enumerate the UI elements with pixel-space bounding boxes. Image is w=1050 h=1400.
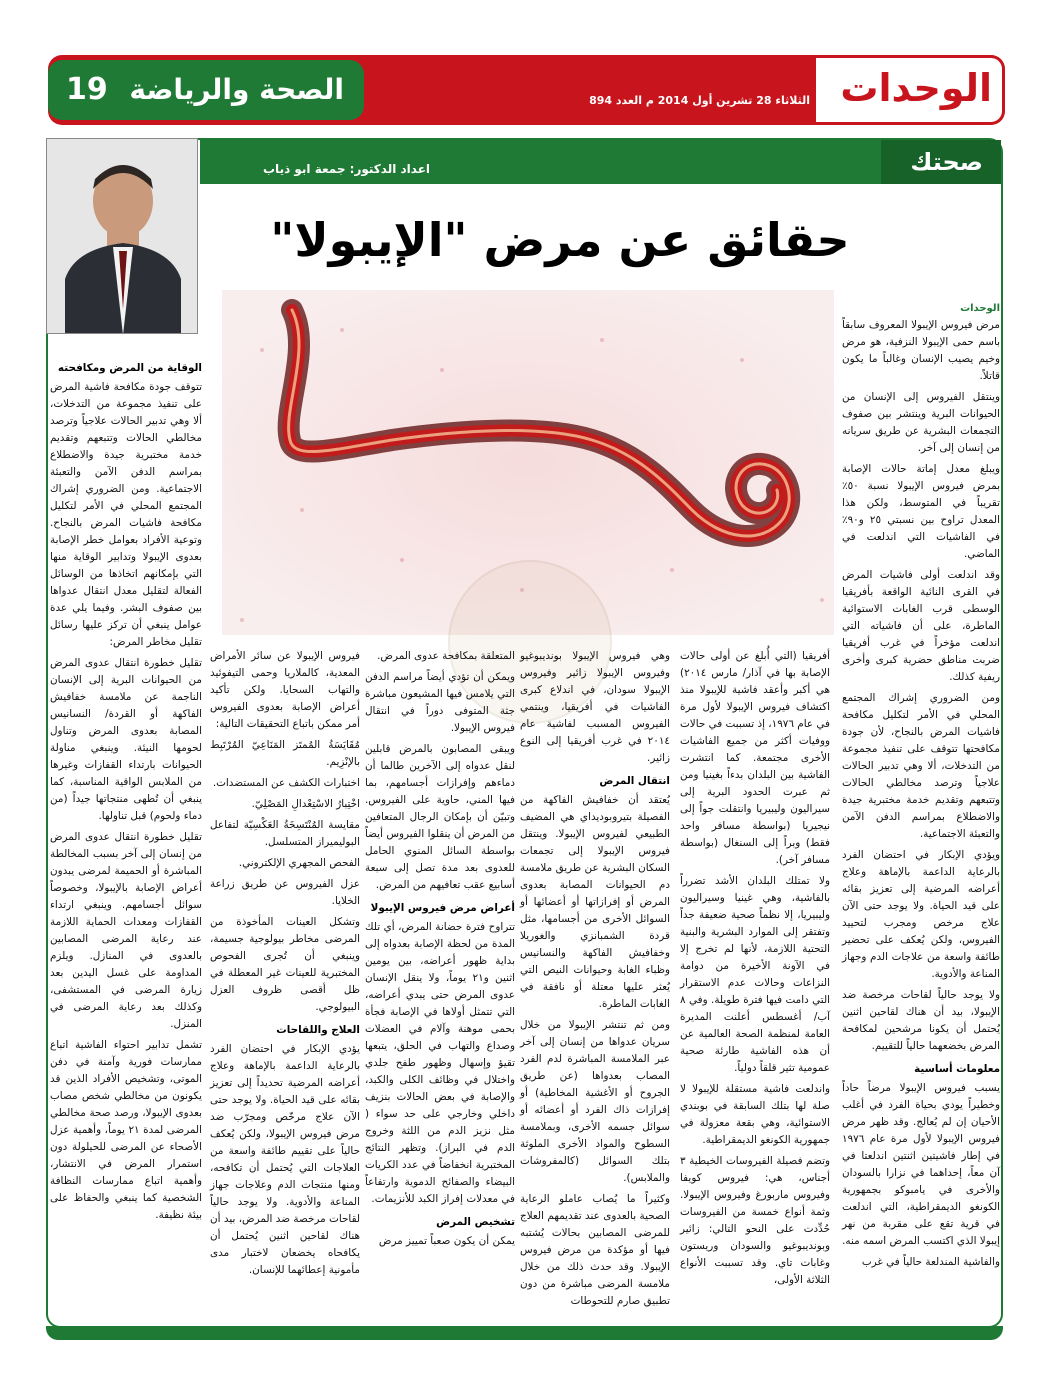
paragraph: مرض فيروس الإيبولا المعروف سابقاً باسم حمى الإيبولا النزفية، هو مرض وخيم يصيب الإنسان وغالباً ما يكون قاتلاً.: [842, 319, 1000, 382]
article-column-4: [365, 648, 515, 1328]
article-column-left: [50, 354, 202, 1322]
subheading: أعراض مرض فيروس الإيبولا: [370, 902, 515, 914]
section-badge: [48, 60, 364, 120]
paragraph: وهي فيروس الإيبولا بونديبوغيو وفيروس الإيبولا زائير وفيروس الإيبولا سودان، في اندلاع كبرى الفاشيات في أفريقيا، وينتمي الفيروس المسبب لفاشية عام ٢٠١٤ في غرب أفريقيا إلى النوع زائير.: [520, 650, 670, 764]
paragraph: أفريقيا (التي أُبلغ عن أولى حالات الإصابة بها في آذار/ مارس ٢٠١٤) هي أكبر وأعقد فاشية للإيبولا منذ اكتشاف فيروس الإيبولا لأول مرة في عام ١٩٧٦، إذ تسببت في حالات ووفيات أكثر من جميع الفاشيات الأخرى مجتمعة. كما انتشرت الفاشية بين البلدان بدءاً بغينيا ومن ثم عبرت الحدود البرية إلى سيراليون وليبيريا وانتقلت جواً إلى نيجيريا (بواسطة مسافر واحد فقط) وبراً إلى السنغال (بواسطة مسافر آخر).: [679, 650, 830, 866]
source-tag: الوحدات: [960, 303, 1000, 314]
paragraph: يُعتقد أن خفافيش الفاكهة من الفصيلة بتيروبوديداي هي المضيف الطبيعي لفيروس الإيبولا. وينتقل فيروس الإيبولا إلى تجمعات السكان البشرية عن طريق ملامسة دم الحيوانات المصابة بعدوى المرض أو إفرازاتها أو أعضائها أو السوائل الأخرى من أجسامها، مثل قردة الشمبانزي والغوريلا وخفافيش الفاكهة والنسانيس وظباء الغابة وحيوانات النيص التي يُعثر عليها معتلة أو نافقة في الغابات الماطرة.: [520, 794, 670, 1010]
author-photo-illustration: [46, 139, 197, 334]
page-number: 19: [66, 72, 108, 107]
author-photo: [46, 138, 198, 334]
author-line: اعداد الدكتور: جمعة ابو ذياب: [263, 162, 430, 176]
paragraph: تقليل خطورة انتقال عدوى المرض من الحيوانات البرية إلى الإنسان الناجمة عن ملامسة خفافيش الفاكهة أو القردة/ النسانيس المصابة بعدوى المرض وتناول لحومها النيئة. وينبغي مناولة الحيوانات بارتداء القفازات وغيرها من الملابس الواقية المناسبة، كما ينبغي أن تُطهى منتجاتها جيداً (من دماء ولحوم) قبل تناولها.: [50, 657, 202, 822]
paragraph: وتشكل العينات المأخوذة من المرضى مخاطر بيولوجية جسيمة، وينبغي أن تُجرى الفحوص المختبرية للعينات غير المعطلة في ظل أقصى ظروف العزل البيولوجي.: [210, 916, 360, 1013]
list-item: الفحص المجهري الإلكتروني.: [238, 857, 360, 869]
paragraph: يمكن أن يكون صعباً تمييز مرض: [378, 1235, 515, 1247]
paragraph: تتوقف جودة مكافحة فاشية المرض على تنفيذ مجموعة من التدخلات، ألا وهي تدبير الحالات علاجياً وترصد مخالطي الحالات وتتبعهم وتقديم خدمة مختبرية جيدة والاضطلاع بمراسم الدفن الآمن والتعبئة الاجتماعية. ومن الضروري إشراك المجتمع المحلي في الأمر لتكليل مكافحة فاشيات المرض بالنجاح. وتوعية الأفراد بعوامل خطر الإصابة بعدوى الإيبولا وتدابير الوقاية منها التي بإمكانهم اتخاذها من الوسائل الفعالة لتقليل معدل انتقال عدواها بين صفوف البشر. وفيما يلي عدة عوامل ينبغي أن تركز عليها رسائل تقليل مخاطر المرض:: [50, 381, 202, 648]
paragraph: تقليل خطورة انتقال عدوى المرض من إنسان إلى آخر بسبب المخالطة المباشرة أو الحميمة لمرضى يبدون أعراض الإصابة بالإيبولا، وخصوصاً سوائل أجسامهم. وينبغي ارتداء القفازات ومعدات الحماية اللازمة عند رعاية المرضى المصابين بالعدوى في المنازل. ويلزم المداومة على غسل اليدين بعد زيارة المرضى في المستشفى، وكذلك بعد رعاية المرضى في المنزل.: [50, 831, 202, 1030]
footer-band: [46, 1326, 1003, 1340]
list-item: عزل الفيروس عن طريق زراعة الخلايا.: [210, 878, 360, 907]
list-item: اختبارات الكشف عن المستضدات.: [212, 777, 360, 789]
paragraph: ومن ثم تنتشر الإيبولا من خلال سريان عدواها من إنسان إلى آخر عبر الملامسة المباشرة لدم الفرد المصاب بعدواها (عن طريق الجروح أو الأغشية المخاطية) أو إفرازات ذاك الفرد أو أعضائه أو سوائل جسمه الأخرى، وبملامسة السطوح والمواد الأخرى الملوثة بتلك السوائل (كالمفروشات والملابس).: [520, 1019, 670, 1184]
paragraph: ويبقى المصابون بالمرض قابلين لنقل عدواه إلى الآخرين طالما أن دماءهم وإفرازات أجسامهم، بما فيها المني، حاوية على الفيروس. وتبيّن أن بإمكان الرجال المتعافين من المرض أن ينقلوا الفيروس أيضاً بواسطة السائل المنوي الحامل للعدوى بعد مدة تصل إلى سبعة أسابيع عقب تعافيهم من المرض.: [365, 743, 515, 891]
subheading: الوقاية من المرض ومكافحته: [57, 362, 202, 374]
paragraph: يؤدي الإبكار في احتضان الفرد بالرعاية الداعمة بالإماهة وعلاج أعراضه المرضية تحديداً إلى تعزيز بقائه على قيد الحياة. ولا يوجد حتى الآن علاج مرخّص ومجرّب ضد مرض فيروس الإيبولا، ولكن يُعكف حالياً على تقييم طائفة واسعة من العلاجات التي يُحتمل أن تكافحه، ومنها منتجات الدم وعلاجات جهاز المناعة والأدوية. ولا يوجد حالياً لقاحات مرخصة ضد المرض، بيد أن هناك لقاحين اثنين يُحتمل أن يكافحاه يخضعان لاختبار مدى مأمونية إعطائهما للإنسان.: [210, 1043, 360, 1276]
paragraph: وكثيراً ما يُصاب عاملو الرعاية الصحية بالعدوى عند تقديمهم العلاج للمرضى المصابين بحالات يُشتبه فيها أو مؤكدة من مرض فيروس الإيبولا. وقد حدث ذلك من خلال ملامسة المرضى مباشرة من دون تطبيق صارم للتحوطات: [520, 1193, 670, 1307]
paragraph: ويبلغ معدل إماتة حالات الإصابة بمرض فيروس الإيبولا نسبة ٥٠٪ تقريباً في المتوسط، ولكن هذا المعدل تراوح بين نسبتي ٢٥ و٩٠٪ في الفاشيات التي اندلعت في الماضي.: [842, 463, 1000, 560]
paragraph: واندلعت فاشية مستقلة للإيبولا لا صلة لها بتلك السابقة في بوبندي الاستوائية، وهي بقعة معزولة في جمهورية الكونغو الديمقراطية.: [680, 1083, 830, 1146]
subheading: انتقال المرض: [599, 775, 670, 787]
paragraph: ويؤدي الإبكار في احتضان الفرد بالرعاية الداعمة بالإماهة وعلاج أعراضه المرضية إلى تعزيز بقائه على قيد الحياة. ولا يوجد حتى الآن علاج مرخص ومجرب لتحييد الفيروس، ولكن يُعكف على تحضير طائفة واسعة من علاجات الدم وجهاز المناعة والأدوية.: [842, 849, 1000, 980]
paragraph: ومن الضروري إشراك المجتمع المحلي في الأمر لتكليل مكافحة فاشيات المرض بالنجاح، لأن جودة مكافحتها تتوقف على تنفيذ مجموعة من التدخلات، ألا وهي تدبير الحالات علاجياً وترصد مخالطي الحالات وتتبعهم وتقديم خدمة مختبرية جيدة والاضطلاع بمراسم الدفن الآمن والتعبئة الاجتماعية.: [842, 692, 1000, 840]
subheading: تشخيص المرض: [436, 1216, 515, 1228]
paragraph: وتضم فصيلة الفيروسات الخيطية ٣ أجناس، هي: فيروس كويفا وفيروس ماربورغ وفيروس الإيبولا. وثمة أنواع خمسة من الفيروسات حُدِّدت على النحو التالي: زائير وبونديبوغيو والسودان وريستون وغابات تاي. وقد تسببت الأنواع الثلاثة الأولى،: [680, 1155, 830, 1286]
list-item: مقايسة المُنْتَسِخَةُ العَكْسِيّة لتفاعل البوليميراز المتسلسل.: [210, 819, 360, 848]
health-title: صحتك: [910, 148, 983, 176]
paragraph: ويمكن أن تؤدي أيضاً مراسم الدفن التي يلامس فيها المشيعون مباشرة جثة المتوفى دوراً في انتقال فيروس الإيبولا.: [365, 671, 515, 734]
subheading: معلومات أساسية: [914, 1063, 1000, 1075]
paragraph: ولا تمتلك البلدان الأشد تضرراً بالفاشية، وهي غينيا وسيراليون وليبيريا، إلا نظماً صحية ضعيفة جداً وتفتقر إلى الموارد البشرية والبنية التحتية اللازمة، لأنها لم تخرج إلا في الآونة الأخيرة من دوامة النزاعات وحالات عدم الاستقرار التي دامت فيها فترة طويلة. وفي ٨ آب/ أغسطس أعلنت المديرة العامة لمنظمة الصحة العالمية عن أن هذه الفاشية طارئة صحية عمومية تثير قلقاً دولياً.: [680, 875, 830, 1074]
paragraph: تشمل تدابير احتواء الفاشية اتباع ممارسات فورية وآمنة في دفن الموتى، وتشخيص الأفراد الذين قد يكونون من مخالطي شخص مصاب بعدوى الإيبولا، ورصد صحة مخالطي المرضى لمدة ٢١ يوماً، وأهمية عزل الأصحاء عن المرضى للحيلولة دون استمرار المرض في الانتشار، وأهمية اتباع ممارسات النظافة الشخصية كما ينبغي والحفاظ على بيئة نظيفة.: [50, 1039, 202, 1221]
article-column-right: [842, 300, 1000, 1322]
article-headline: حقائق عن مرض "الإيبولا": [270, 213, 850, 267]
section-title: الصحة والرياضة: [129, 73, 344, 106]
list-item: اخْتِبارُ الاسْتِعْدالِ المَصْلِيّ.: [251, 798, 360, 810]
paragraph: وقد اندلعت أولى فاشيات المرض في القرى النائية الواقعة بأفريقيا الوسطى قرب الغابات الاستوائية الماطرة، على أن فاشياته التي اندلعت مؤخراً في غرب أفريقيا ضربت مناطق حضرية كبرى وأخرى ريفية كذلك.: [842, 569, 1000, 683]
article-column-5: [210, 648, 360, 1328]
paragraph: المتعلقة بمكافحة عدوى المرض.: [377, 650, 515, 662]
paragraph: يسبب فيروس الإيبولا مرضاً حاداً وخطيراً يودي بحياة الفرد في أغلب الأحيان إن لم يُعالج. وقد ظهر مرض فيروس الإيبولا لأول مرة عام ١٩٧٦ في إطار فاشيتين اثنتين اندلعتا في آن معاً، إحداهما في نزارا بالسودان والأخرى في يامبوكو بجمهورية الكونغو الديمقراطية، التي اندلعت في قرية تقع على مقربة من نهر إيبولا الذي اكتسب المرض اسمه منه.: [842, 1082, 1000, 1247]
paragraph: ولا يوجد حالياً لقاحات مرخصة ضد الإيبولا، بيد أن هناك لقاحين اثنين يُحتمل أن يكونا مرشحين لمكافحة المرض بخضعهما حالياً للتقييم.: [842, 989, 1000, 1052]
list-item: مُقَايَسَةُ المُمتَز المَنَاعِيّ المُرْتَبِط بالإنْزِيم.: [210, 739, 360, 768]
subheading: العلاج واللقاحات: [276, 1024, 360, 1036]
issue-line: الثلاثاء 28 تشرين أول 2014 م العدد 894: [589, 94, 810, 107]
article-column-2: [680, 648, 830, 1328]
newspaper-logo: الوحدات: [840, 66, 992, 110]
paragraph: وينتقل الفيروس إلى الإنسان من الحيوانات البرية وينتشر بين صفوف التجمعات البشرية عن طريق سريانه من إنسان إلى آخر.: [842, 391, 1000, 454]
paragraph: تتراوح فترة حضانة المرض، أي تلك المدة من لحظة الإصابة بعدواه إلى بداية ظهور أعراضه، بين يومين اثنين و٢١ يوماً، ولا ينقل الإنسان عدوى المرض حتى يبدي أعراضه، التي تتمثل أولاها في الإصابة فجأة بحمى موهنة وآلام في العضلات وصداع والتهاب في الحلق، يتبعها تقيؤ وإسهال وظهور طفح جلدي واختلال في وظائف الكلى والكبد، والإصابة في بعض الحالات بنزيف داخلي وخارجي على حد سواء ( مثل نزيز الدم من اللثة وخروج الدم في البراز). وتظهر النتائج المختبرية انخفاضاً في عدد الكريات البيضاء والصفائح الدموية وارتفاعاً في معدلات إفراز الكبد للأنزيمات.: [365, 921, 515, 1205]
paragraph: والفاشية المندلعة حالياً في غرب: [861, 1256, 1000, 1268]
article-column-3: [520, 648, 670, 1328]
paragraph: فيروس الإيبولا عن سائر الأمراض المعدية، كالملاريا وحمى التيفوئيد والتهاب السحايا. ولكن تأكيد أعراض الإصابة بعدوى الفيروس أمر ممكن باتباع التحقيقات التالية:: [210, 650, 360, 730]
